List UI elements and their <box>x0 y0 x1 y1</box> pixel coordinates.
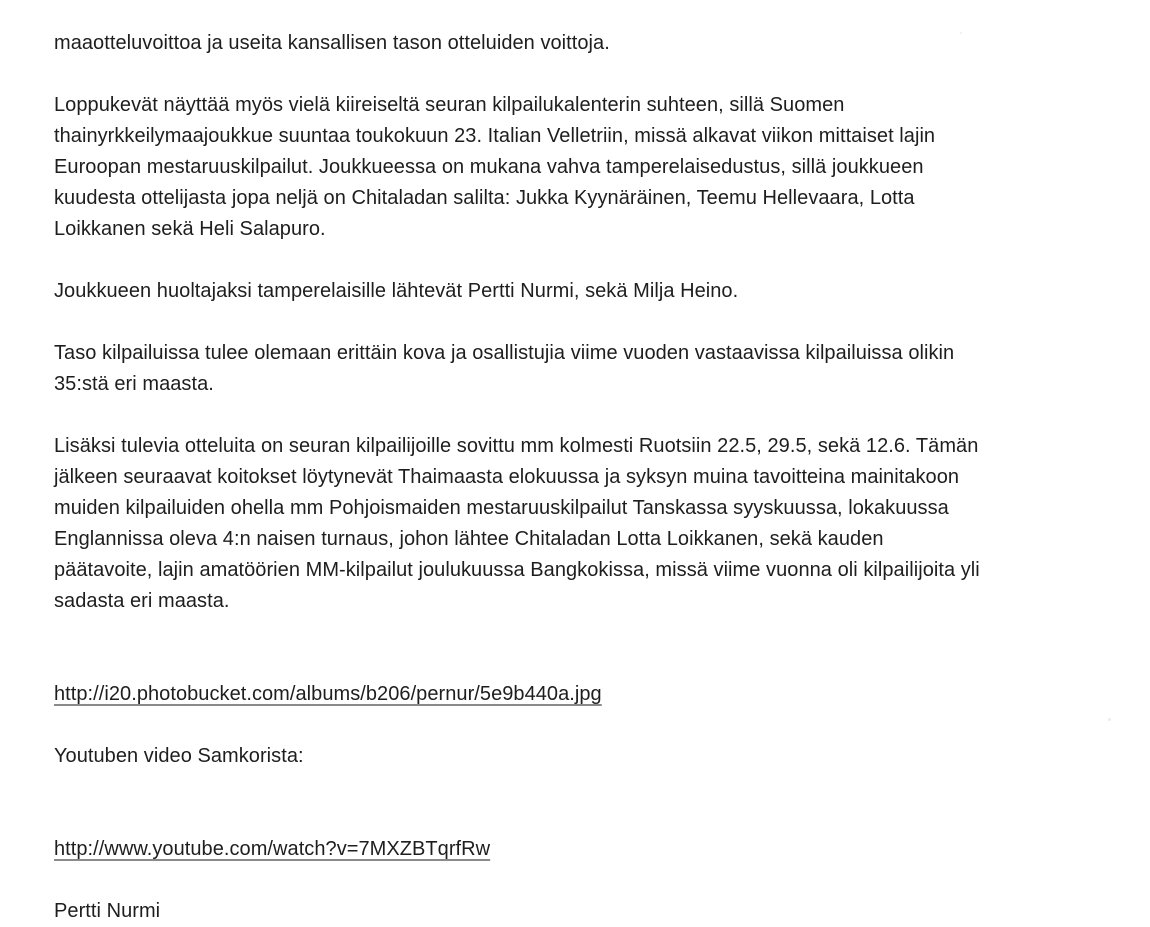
youtube-label: Youtuben video Samkorista: <box>54 745 304 767</box>
youtube-link[interactable]: http://www.youtube.com/watch?v=7MXZBTqrfRw <box>54 838 491 860</box>
photobucket-link-line <box>54 648 1124 710</box>
paragraph-gap <box>54 59 1124 90</box>
paragraph-team-caretakers: Joukkueen huoltajaksi tamperelaisille lähtevät Pertti Nurmi, sekä Milja Heino. <box>54 280 739 302</box>
paragraph-gap <box>54 400 1124 431</box>
paragraph-european-championships: Loppukevät näyttää myös vielä kiireiseltä seuran kilpailukalenterin suhteen, sillä Suomen thainyrkkeilymaajoukkue suuntaa toukokuun 23. Italian Velletriin, missä alkavat viikon mittaiset lajin Euroopan mestaruuskilpailut. Joukkueessa on mukana vahva tamperelaisedustus, sillä joukkueen kuudesta ottelijasta jopa neljä on Chitaladan salilta: Jukka Kyynäräinen, Teemu Hellevaara, Lotta Loikkanen sekä Heli Salapuro. <box>54 94 936 240</box>
paragraph-gap <box>54 772 1124 803</box>
paragraph-gap <box>54 307 1124 338</box>
paragraph-competition-level: Taso kilpailuissa tulee olemaan erittäin kova ja osallistujia viime vuoden vastaavissa kilpailuissa olikin 35:stä eri maasta. <box>54 342 955 395</box>
photobucket-link[interactable]: http://i20.photobucket.com/albums/b206/pernur/5e9b440a.jpg <box>54 683 602 705</box>
paragraph-gap <box>54 245 1124 276</box>
paragraph-gap <box>54 865 1124 896</box>
paragraph-intro-tail: maaotteluvoittoa ja useita kansallisen tason otteluiden voittoja. <box>54 32 610 54</box>
scan-speck <box>1108 718 1111 721</box>
scan-speck <box>960 32 962 34</box>
paragraph-upcoming-fights: Lisäksi tulevia otteluita on seuran kilpailijoille sovittu mm kolmesti Ruotsiin 22.5, 29.5, sekä 12.6. Tämän jälkeen seuraavat koitokset löytynevät Thaimaasta elokuussa ja syksyn muina tavoitteina mainitakoon muiden kilpailuiden ohella mm Pohjoismaiden mestaruuskilpailut Tanskassa syyskuussa, lokakuussa Englannissa oleva 4:n naisen turnaus, johon lähtee Chitaladan Lotta Loikkanen, sekä kauden päätavoite, lajin amatöörien MM-kilpailut joulukuussa Bangkokissa, missä viime vuonna oli kilpailijoita yli sadasta eri maasta. <box>54 435 980 612</box>
document-page <box>54 28 1124 927</box>
youtube-link-line <box>54 803 1124 865</box>
signature: Pertti Nurmi <box>54 900 161 922</box>
paragraph-gap <box>54 710 1124 741</box>
paragraph-gap <box>54 617 1124 648</box>
